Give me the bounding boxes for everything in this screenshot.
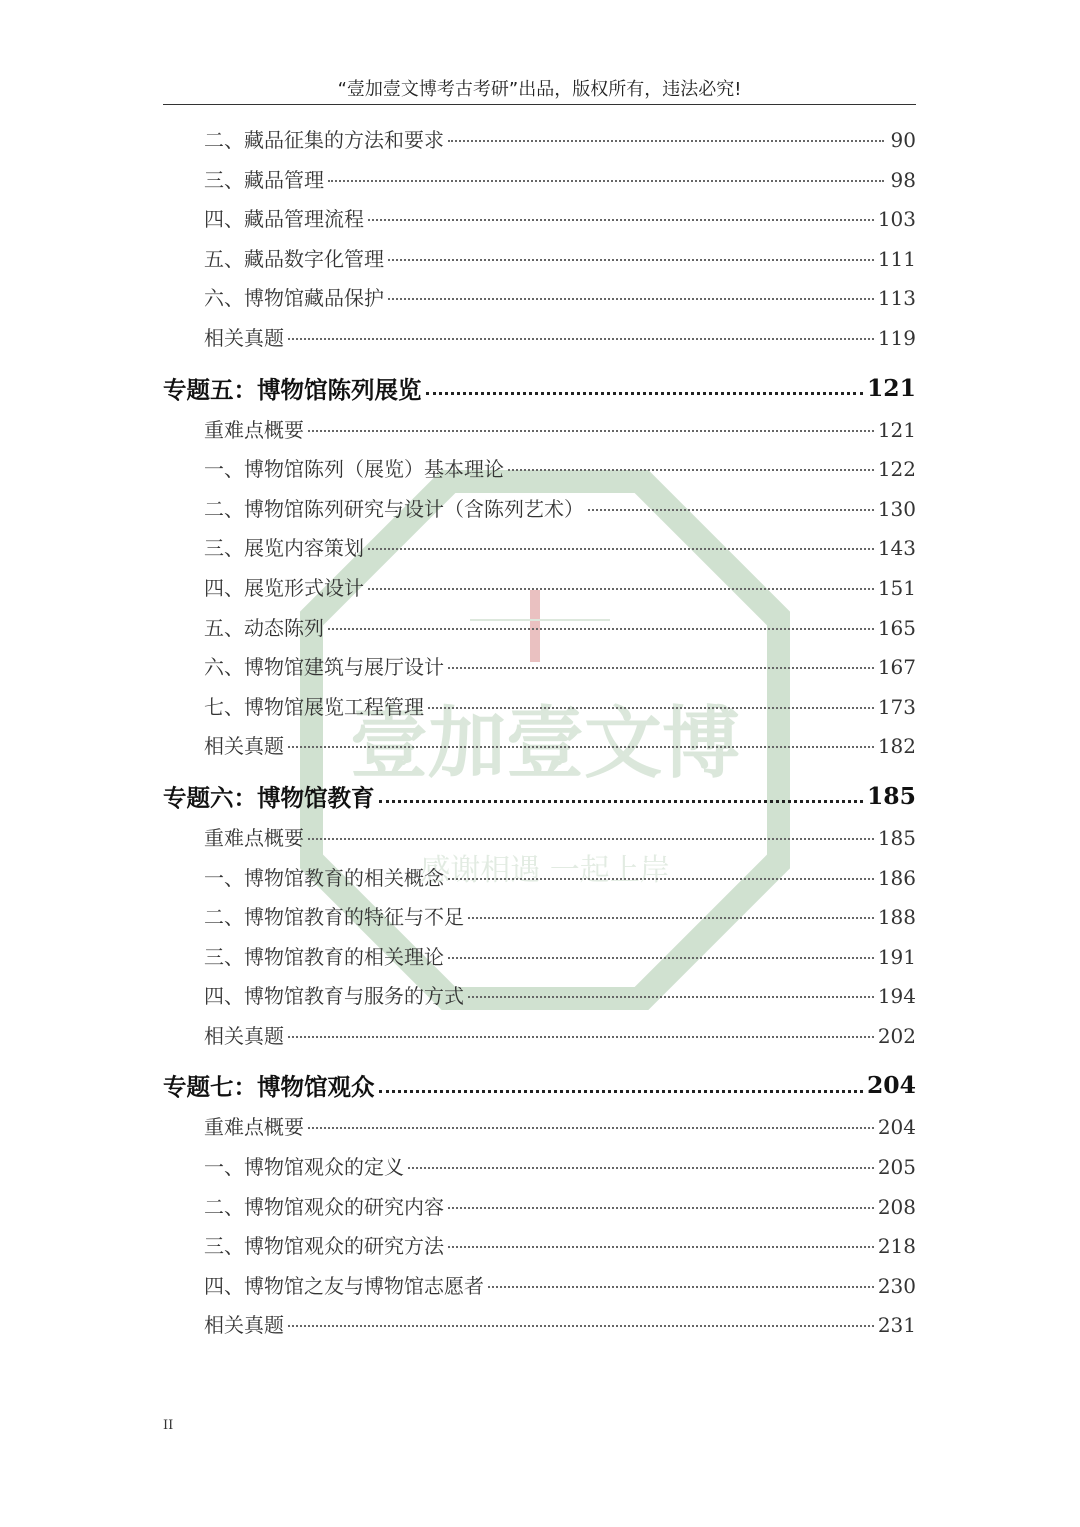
toc-entry-page: 205 [877, 1155, 916, 1180]
toc-leader-dots [588, 509, 874, 511]
toc-entry-title: 四、藏品管理流程 [204, 207, 364, 232]
toc-leader-dots [468, 917, 874, 919]
toc-entry[interactable] [163, 1309, 916, 1349]
toc-leader-dots [328, 628, 874, 630]
toc-leader-dots [448, 1246, 874, 1248]
toc-entry-title: 专题六：博物馆教育 [163, 783, 375, 812]
toc-entry[interactable] [163, 822, 916, 862]
watermark-slogan: 感谢相遇 一起上岸 [420, 853, 670, 888]
toc-leader-dots [448, 140, 884, 142]
toc-entry[interactable] [163, 862, 916, 902]
toc-entry[interactable] [163, 493, 916, 533]
toc-entry-page: 204 [877, 1115, 916, 1140]
toc-entry-page: 204 [866, 1071, 916, 1100]
toc-entry-title: 重难点概要 [204, 1115, 304, 1140]
toc-leader-dots [428, 707, 874, 709]
toc-entry-title: 二、藏品征集的方法和要求 [204, 128, 444, 152]
toc-entry-title: 三、博物馆观众的研究方法 [204, 1234, 444, 1259]
toc-entry-page: 111 [877, 246, 916, 271]
toc-leader-dots [368, 219, 874, 221]
toc-entry-title: 六、博物馆建筑与展厅设计 [204, 655, 444, 680]
toc-entry-page: 202 [877, 1023, 916, 1048]
toc-entry-title: 七、博物馆展览工程管理 [204, 694, 424, 719]
toc-entry[interactable] [163, 124, 916, 164]
toc-entry[interactable] [163, 730, 916, 770]
toc-entry-title: 六、博物馆藏品保护 [204, 286, 384, 311]
toc-leader-dots [288, 1036, 874, 1038]
toc-leader-dots [448, 1207, 874, 1209]
toc-leader-dots [379, 1090, 863, 1093]
toc-entry-title: 一、博物馆陈列（展览）基本理论 [204, 457, 504, 482]
toc-entry-title: 相关真题 [204, 734, 284, 759]
toc-leader-dots [388, 259, 874, 261]
toc-leader-dots [448, 957, 874, 959]
toc-entry[interactable] [163, 203, 916, 243]
toc-entry-title: 一、博物馆观众的定义 [204, 1155, 404, 1180]
toc-leader-dots [288, 1325, 874, 1327]
toc-entry[interactable] [163, 322, 916, 362]
toc-entry[interactable] [163, 164, 916, 204]
toc-leader-dots [308, 430, 874, 432]
toc-leader-dots [379, 800, 863, 803]
toc-entry-page: 191 [877, 944, 916, 969]
toc-leader-dots [426, 392, 863, 395]
toc-entry-page: 103 [877, 207, 916, 232]
toc-entry-page: 165 [877, 615, 916, 640]
toc-entry-page: 113 [877, 286, 916, 311]
toc-entry-page: 188 [877, 905, 916, 930]
table-of-contents [163, 124, 916, 1349]
toc-leader-dots [328, 180, 884, 182]
toc-entry-page: 194 [877, 984, 916, 1009]
toc-leader-dots [488, 1286, 874, 1288]
toc-leader-dots [408, 1167, 874, 1169]
toc-entry[interactable] [163, 901, 916, 941]
toc-entry-title: 一、博物馆教育的相关概念 [204, 865, 444, 890]
toc-entry-page: 121 [866, 373, 916, 402]
toc-entry-page: 130 [877, 496, 916, 521]
toc-entry-page: 218 [877, 1234, 916, 1259]
toc-chapter-entry[interactable] [163, 770, 916, 822]
toc-entry[interactable] [163, 1270, 916, 1310]
toc-entry[interactable] [163, 612, 916, 652]
toc-entry[interactable] [163, 1111, 916, 1151]
toc-entry-page: 122 [877, 457, 916, 482]
toc-entry-title: 四、博物馆教育与服务的方式 [204, 984, 464, 1009]
toc-entry[interactable] [163, 691, 916, 731]
toc-entry-page: 167 [877, 655, 916, 680]
toc-entry[interactable] [163, 1151, 916, 1191]
toc-entry-title: 二、博物馆观众的研究内容 [204, 1194, 444, 1219]
toc-leader-dots [468, 996, 874, 998]
toc-entry-title: 二、博物馆陈列研究与设计（含陈列艺术） [204, 496, 584, 521]
toc-entry-title: 五、动态陈列 [204, 615, 324, 640]
toc-entry-page: 121 [877, 417, 916, 442]
toc-leader-dots [368, 548, 874, 550]
toc-entry-page: 182 [877, 734, 916, 759]
toc-entry[interactable] [163, 243, 916, 283]
toc-leader-dots [508, 469, 874, 471]
toc-leader-dots [368, 588, 874, 590]
toc-entry-title: 四、博物馆之友与博物馆志愿者 [204, 1273, 484, 1298]
footer-page-number: II [163, 1418, 174, 1433]
toc-entry-page: 173 [877, 694, 916, 719]
toc-entry[interactable] [163, 1020, 916, 1060]
toc-entry[interactable] [163, 651, 916, 691]
toc-entry[interactable] [163, 453, 916, 493]
toc-entry-title: 相关真题 [204, 1023, 284, 1048]
toc-leader-dots [388, 298, 874, 300]
toc-entry-title: 重难点概要 [204, 417, 304, 442]
toc-entry-page: 208 [877, 1194, 916, 1219]
toc-entry-title: 专题五：博物馆陈列展览 [163, 375, 422, 404]
toc-leader-dots [448, 667, 874, 669]
toc-entry-title: 三、藏品管理 [204, 167, 324, 192]
toc-entry-page: 230 [877, 1273, 916, 1298]
watermark-brand: 壹加壹文博 [349, 699, 741, 789]
toc-leader-dots [448, 878, 874, 880]
page-header: “壹加壹文博考古考研”出品，版权所有，违法必究! [163, 68, 916, 105]
toc-entry-page: 185 [866, 781, 916, 810]
toc-entry[interactable] [163, 1191, 916, 1231]
toc-entry-title: 四、展览形式设计 [204, 575, 364, 600]
toc-entry-title: 三、展览内容策划 [204, 536, 364, 561]
toc-entry-title: 重难点概要 [204, 825, 304, 850]
toc-entry-page: 119 [877, 325, 916, 350]
toc-entry-title: 相关真题 [204, 325, 284, 350]
toc-leader-dots [288, 746, 874, 748]
toc-entry-page: 151 [877, 575, 916, 600]
toc-chapter-entry[interactable] [163, 1059, 916, 1111]
toc-entry-page: 143 [877, 536, 916, 561]
toc-entry[interactable] [163, 572, 916, 612]
toc-entry-title: 三、博物馆教育的相关理论 [204, 944, 444, 969]
toc-leader-dots [288, 338, 874, 340]
toc-entry-page: 98 [890, 167, 916, 192]
toc-leader-dots [308, 838, 874, 840]
toc-entry-page: 185 [877, 825, 916, 850]
toc-entry-title: 五、藏品数字化管理 [204, 246, 384, 271]
toc-entry[interactable] [163, 282, 916, 322]
toc-entry-title: 相关真题 [204, 1313, 284, 1338]
toc-entry[interactable] [163, 941, 916, 981]
toc-entry[interactable] [163, 532, 916, 572]
toc-entry[interactable] [163, 414, 916, 454]
toc-entry-title: 二、博物馆教育的特征与不足 [204, 905, 464, 930]
toc-entry-title: 专题七：博物馆观众 [163, 1073, 375, 1102]
toc-entry-page: 231 [877, 1313, 916, 1338]
toc-entry-page: 186 [877, 865, 916, 890]
toc-entry[interactable] [163, 980, 916, 1020]
toc-chapter-entry[interactable] [163, 362, 916, 414]
toc-entry-page: 90 [890, 128, 916, 152]
toc-entry[interactable] [163, 1230, 916, 1270]
toc-leader-dots [308, 1127, 874, 1129]
